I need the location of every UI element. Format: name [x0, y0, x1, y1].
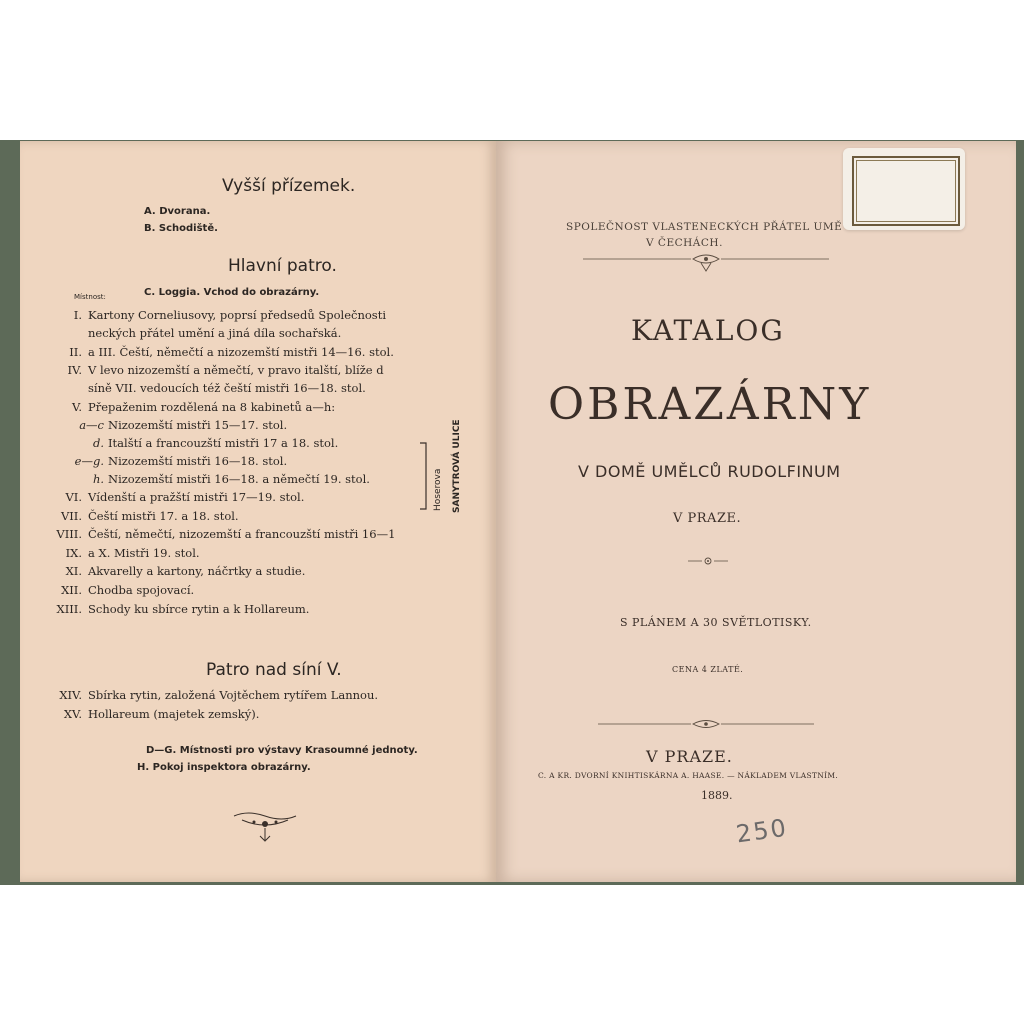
year: 1889.: [701, 789, 733, 802]
room-row: XI. Akvarelly a kartony, náčrtky a studie.: [65, 564, 306, 578]
room-row: IX. a X. Mistři 19. stol.: [65, 546, 200, 560]
plates-note: S PLÁNEM A 30 SVĚTLOTISKY.: [620, 616, 812, 629]
room-row: VIII. Čeští, němečtí, nizozemští a francouzští mistři 16—1: [56, 527, 396, 541]
room-row: II. a III. Čeští, němečtí a nizozemští mistři 14—16. stol.: [69, 345, 394, 359]
room-row: neckých přátel umění a jiná díla sochařská.: [88, 326, 342, 340]
room-row: XII. Chodba spojovací.: [61, 583, 195, 597]
room-row: h. Nizozemští mistři 16—18. a němečtí 19. stol.: [92, 472, 370, 486]
room-row: a—c Nizozemští mistři 15—17. stol.: [79, 418, 288, 432]
left-page: [20, 141, 496, 882]
room-row: VII. Čeští mistři 17. a 18. stol.: [60, 509, 239, 523]
item-dvorana: A. Dvorana.: [144, 206, 211, 217]
room-row: VI. Vídenští a pražští mistři 17—19. stol.: [65, 490, 305, 504]
bookplate-label: [843, 148, 965, 230]
rooms-label: Místnost:: [74, 293, 106, 301]
bookplate-frame: [852, 156, 960, 226]
price-note: CENA 4 ZLATÉ.: [672, 665, 744, 674]
society-line-2: V ČECHÁCH.: [646, 237, 723, 249]
footer-item-dg: D—G. Místnosti pro výstavy Krasoumné jednoty.: [146, 745, 418, 756]
section-title-upper-ground: Vyšší přízemek.: [222, 176, 356, 196]
divider-ornament-icon: [581, 251, 831, 273]
subtitle-rudolfinum: V DOMĚ UMĚLCŮ RUDOLFINUM: [578, 462, 841, 481]
room-row: XV. Hollareum (majetek zemský).: [63, 707, 260, 721]
title-katalog: KATALOG: [631, 314, 785, 347]
street-label-hoserova: Hoserova: [433, 468, 443, 511]
room-list-upper: [20, 690, 378, 728]
room-row: e—g. Nizozemští mistři 16—18. stol.: [74, 454, 288, 468]
section-title-main-floor: Hlavní patro.: [228, 256, 337, 276]
pencil-note: 250: [734, 813, 790, 849]
title-obrazarny: OBRAZÁRNY: [548, 379, 872, 430]
room-row: d. Italští a francouzští mistři 17 a 18. stol.: [92, 436, 339, 450]
room-row: V. Přepaženim rozdělená na 8 kabinetů a—h:: [72, 400, 336, 414]
bracket-mark: [418, 441, 432, 511]
section-title-upper-floor: Patro nad síní V.: [206, 660, 342, 680]
bottom-divider-ornament-icon: [596, 716, 816, 732]
ornament-icon: [230, 806, 300, 846]
printer-line: C. A KR. DVORNÍ KNIHTISKÁRNA A. HAASE. — NÁKLADEM VLASTNÍM.: [538, 771, 839, 780]
item-schodiste: B. Schodiště.: [144, 223, 218, 234]
small-ornament-icon: [686, 555, 730, 567]
room-row: XIII. Schody ku sbírce rytin a k Hollareum.: [56, 602, 310, 616]
room-row: síně VII. vedoucích též čeští mistři 16—18. stol.: [88, 381, 366, 395]
right-page: [496, 141, 1016, 882]
room-row: IV. V levo nizozemští a němečtí, v pravo italští, blíže d: [67, 363, 384, 377]
imprint-place: V PRAZE.: [646, 747, 733, 766]
society-line-1: SPOLEČNOST VLASTENECKÝCH PŘÁTEL UMĚ: [566, 221, 843, 233]
room-row: I. Kartony Corneliusovy, poprsí předsedů Společnosti: [73, 308, 387, 322]
room-list: [20, 310, 395, 622]
room-row: XIV. Sbírka rytin, založená Vojtěchem rytířem Lannou.: [59, 688, 379, 702]
item-loggia: C. Loggia. Vchod do obrazárny.: [144, 287, 320, 298]
place-prague: V PRAZE.: [673, 511, 742, 526]
footer-item-h: H. Pokoj inspektora obrazárny.: [137, 762, 311, 773]
street-label-sanytrova: SANYTROVÁ ULICE: [452, 419, 462, 513]
